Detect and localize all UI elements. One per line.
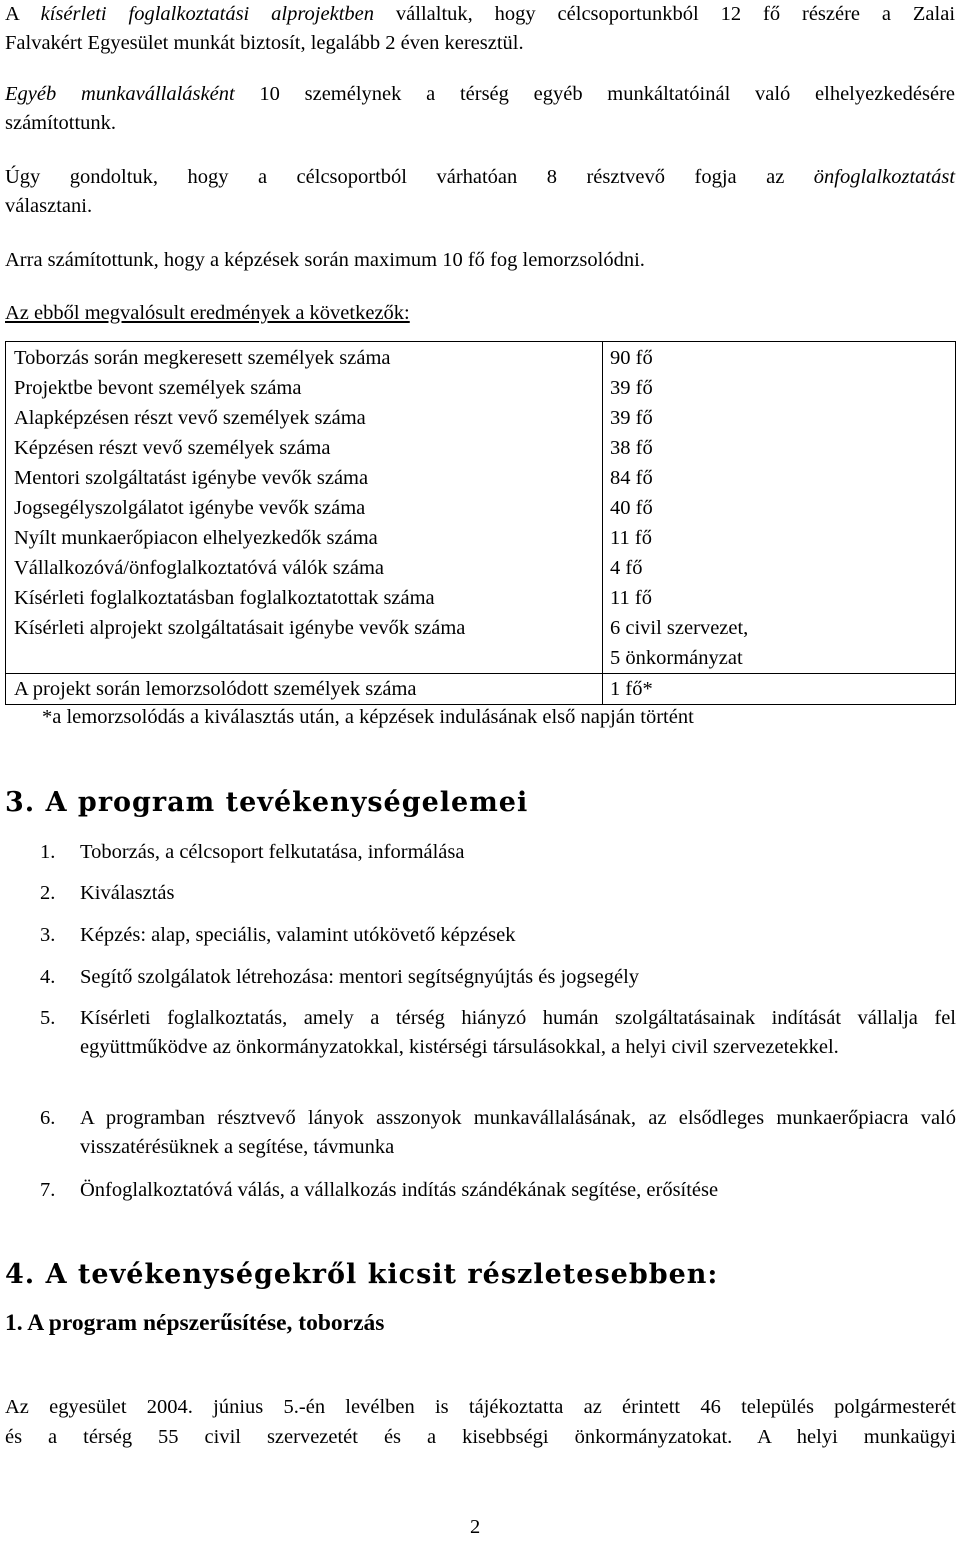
table-label: Vállalkozóvá/önfoglalkoztatóvá válók száma — [14, 557, 385, 579]
table-value: 39 fő — [610, 377, 653, 399]
emphasis-text: Egyéb munkavállalásként — [5, 83, 235, 105]
list-item-number: 4. — [40, 966, 56, 988]
table-label: Toborzás során megkeresett személyek száma — [14, 347, 391, 369]
text-fragment: vállaltuk, hogy célcsoportunkból 12 fő részére a Zalai — [395, 3, 956, 25]
table-value: 40 fő — [610, 497, 653, 519]
paragraph-line: és a térség 55 civil szervezetét és a kisebbségi önkormányzatokat. A helyi munkaügyi — [5, 1426, 956, 1448]
table-value: 6 civil szervezet, — [610, 617, 749, 639]
table-label-cell — [6, 342, 603, 674]
table-row — [6, 674, 956, 705]
table-label: Jogsegélyszolgálatot igénybe vevők száma — [14, 497, 366, 519]
paragraph-experimental-subproject — [5, 0, 955, 58]
table-row — [6, 342, 956, 674]
results-table — [5, 341, 956, 705]
list-item-number: 5. — [40, 1007, 56, 1029]
table-label: Kísérleti foglalkoztatásban foglalkoztatottak száma — [14, 587, 435, 609]
table-value: 38 fő — [610, 437, 653, 459]
text-fragment: 10 személynek a térség egyéb munkáltatóinál való elhelyezkedésére — [259, 83, 956, 105]
paragraph-line — [5, 163, 955, 192]
list-item-text: Toborzás, a célcsoport felkutatása, informálása — [80, 841, 465, 863]
paragraph-line — [5, 80, 955, 109]
table-value: 11 fő — [610, 587, 652, 609]
emphasis-text: kísérleti foglalkoztatási alprojektben — [40, 3, 374, 25]
list-item-number: 2. — [40, 882, 56, 904]
table-label-cell: A projekt során lemorzsolódott személyek száma — [6, 674, 603, 705]
table-value: 11 fő — [610, 527, 652, 549]
results-intro: Az ebből megvalósult eredmények a következők: — [5, 302, 410, 324]
paragraph-line: Az egyesület 2004. június 5.-én levélben is tájékoztatta az érintett 46 település polgármesterét — [5, 1396, 956, 1418]
paragraph-line: számítottunk. — [5, 112, 117, 134]
table-value: 84 fő — [610, 467, 653, 489]
list-item-number: 6. — [40, 1107, 56, 1129]
list-item-number: 3. — [40, 924, 56, 946]
table-value: 90 fő — [610, 347, 653, 369]
table-value-cell — [603, 342, 956, 674]
list-item-text: Képzés: alap, speciális, valamint utókövető képzések — [80, 924, 516, 946]
table-label: Képzésen részt vevő személyek száma — [14, 437, 331, 459]
page-number: 2 — [470, 1516, 481, 1538]
table-value: 4 fő — [610, 557, 643, 579]
paragraph-line: Falvakért Egyesület munkát biztosít, legalább 2 éven keresztül. — [5, 32, 524, 54]
list-item-text: Segítő szolgálatok létrehozása: mentori segítségnyújtás és jogsegély — [80, 966, 640, 988]
section-heading-3: 3. A program tevékenységelemei — [5, 787, 529, 818]
table-value: 39 fő — [610, 407, 653, 429]
paragraph-line — [5, 0, 955, 29]
list-item-text: Önfoglalkoztatóvá válás, a vállalkozás indítás szándékának segítése, erősítése — [80, 1179, 719, 1201]
section-heading-4: 4. A tevékenységekről kicsit részletesebben: — [5, 1259, 719, 1290]
table-label: Nyílt munkaerőpiacon elhelyezkedők száma — [14, 527, 378, 549]
subsection-heading: 1. A program népszerűsítése, toborzás — [5, 1310, 385, 1336]
table-footnote: *a lemorzsolódás a kiválasztás után, a képzések indulásának első napján történt — [42, 706, 694, 728]
paragraph-dropout-expectation: Arra számítottunk, hogy a képzések során maximum 10 fő fog lemorzsolódni. — [5, 249, 645, 271]
paragraph-self-employment — [5, 163, 955, 221]
text-fragment: A — [5, 3, 19, 25]
table-label: Alapképzésen részt vevő személyek száma — [14, 407, 366, 429]
table-value-cell: 1 fő* — [603, 674, 956, 705]
table-label: Mentori szolgáltatást igénybe vevők száma — [14, 467, 369, 489]
list-item-number: 7. — [40, 1179, 56, 1201]
table-label: Kísérleti alprojekt szolgáltatásait igénybe vevők száma — [14, 617, 466, 639]
emphasis-text: önfoglalkoztatást — [813, 166, 956, 188]
list-item-text: Kísérleti foglalkoztatás, amely a térség hiányzó humán szolgáltatásainak indítását vállalja fel együttműködve az önkormányzatokkal, kistérségi társulásokkal, a helyi civil szervezetekkel. — [80, 1007, 956, 1058]
list-item-number: 1. — [40, 841, 56, 863]
list-item-text: A programban résztvevő lányok asszonyok munkavállalásának, az elsődleges munkaerőpiacra való visszatérésüknek a segítése, távmunka — [80, 1107, 956, 1158]
paragraph-promotion — [5, 1392, 956, 1452]
table-label: Projektbe bevont személyek száma — [14, 377, 302, 399]
paragraph-line: választani. — [5, 195, 93, 217]
paragraph-other-employment — [5, 80, 955, 138]
table-value: 5 önkormányzat — [610, 647, 743, 669]
list-item-text: Kiválasztás — [80, 882, 175, 904]
text-fragment: Úgy gondoltuk, hogy a célcsoportból várhatóan 8 résztvevő fogja az — [5, 166, 785, 188]
